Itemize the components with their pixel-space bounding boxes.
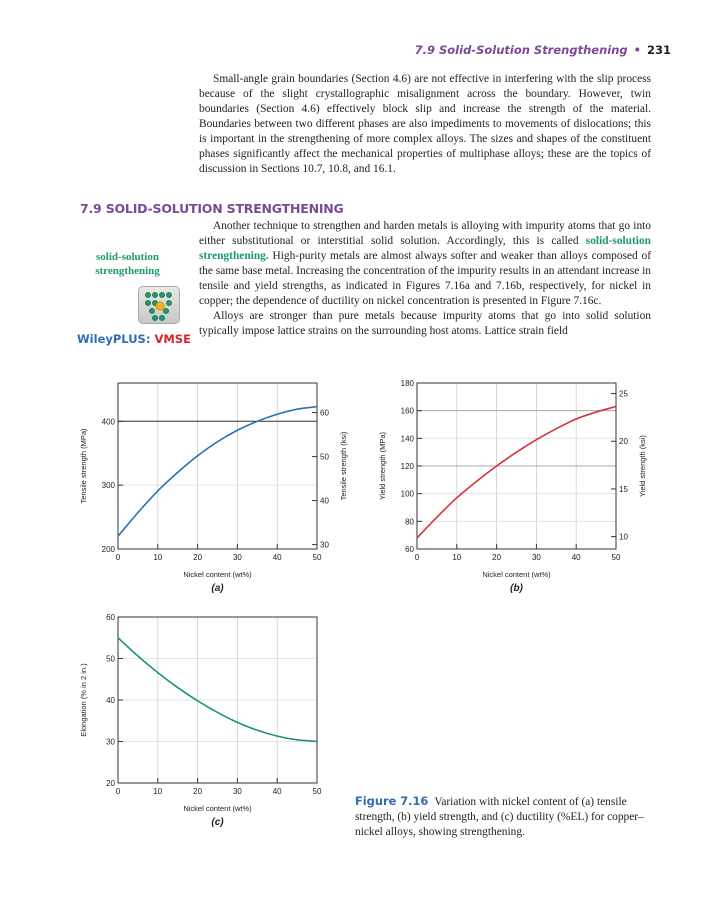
section-heading: 7.9 SOLID-SOLUTION STRENGTHENING [80, 201, 344, 216]
y2-tick-label: 30 [320, 540, 329, 550]
chart-panel-b [378, 379, 647, 594]
y-tick-label: 200 [101, 545, 115, 554]
chart-panel-a [79, 383, 348, 594]
body-paragraph-2: Alloys are stronger than pure metals because impurity atoms that go into solid solution typically impose lattice strains on the surrounding host atoms. Lattice strain field [199, 310, 651, 337]
body-text [199, 219, 651, 339]
y-tick-label: 100 [400, 489, 414, 499]
x-tick-label: 50 [312, 787, 322, 796]
chart-panel-c [79, 613, 322, 828]
x-tick-label: 30 [232, 787, 242, 796]
x-tick-label: 0 [115, 787, 121, 796]
p1-after: High-purity metals are almost always softer and weaker than alloys composed of the same base metal. Increasing the concentration of the impurity results in an attendant increase in tensile and yield strengths, as indicated in Figures 7.16a and 7.16b, respectively, for nickel in copper; the dependence of ductility on nickel concentration is presented in Figure 7.16c. [199, 250, 651, 307]
y2-tick-label: 60 [320, 408, 329, 418]
y2-tick-label: 40 [320, 496, 329, 506]
key-term: solid-solution strengthening. [199, 235, 651, 262]
wileyplus-brand: WileyPLUS: [77, 332, 151, 346]
y2-tick-label: 20 [619, 437, 628, 447]
y2-axis-label: Yield strength (ksi) [638, 435, 647, 497]
intro-paragraph: Small-angle grain boundaries (Section 4.6) are not effective in interfering with the slip process because of the slight crystallographic misalignment across the boundary. However, twin boundaries (Section 4.6) effectively block slip and increase the strength of the material. Boundaries between two different phases are also impediments to movements of dislocations; this is important in the strengthening of more complex alloys. The sizes and shapes of the constituent phases significantly affect the mechanical properties of multiphase alloys; these are the topics of discussion in Sections 10.7, 10.8, and 16.1. [199, 73, 651, 175]
figure-caption [355, 794, 655, 840]
x-tick-label: 50 [611, 553, 621, 562]
x-tick-label: 20 [193, 787, 203, 796]
y-tick-label: 60 [405, 545, 414, 554]
y2-tick-label: 25 [619, 389, 628, 399]
x-tick-label: 30 [531, 553, 541, 562]
y2-tick-label: 10 [619, 532, 628, 542]
page-number: 231 [646, 43, 671, 57]
data-curve [118, 638, 317, 742]
body-paragraph-1 [199, 219, 651, 309]
x-tick-label: 40 [272, 787, 282, 796]
caption-text: Variation with nickel content of (a) tensile strength, (b) yield strength, and (c) ductility (%EL) for copper–nickel alloys, showing strengthening. [355, 796, 644, 838]
y-tick-label: 160 [400, 406, 414, 416]
x-tick-label: 10 [452, 553, 462, 562]
y-tick-label: 80 [405, 517, 414, 527]
x-tick-label: 50 [312, 553, 322, 562]
x-axis-label: Nickel content (wt%) [183, 804, 252, 813]
y2-tick-label: 15 [619, 484, 628, 494]
panel-label: (c) [211, 817, 224, 828]
x-tick-label: 0 [414, 553, 420, 562]
y-tick-label: 60 [106, 613, 115, 622]
margin-term: solid-solution strengthening [95, 251, 160, 277]
x-tick-label: 20 [492, 553, 502, 562]
panel-label: (b) [510, 583, 523, 594]
plot-frame [118, 383, 317, 549]
y-axis-label: Elongation (% in 2 in.) [79, 663, 88, 737]
y-axis-label: Tensile strength (MPa) [79, 428, 88, 504]
plot-frame [118, 617, 317, 783]
header-section: 7.9 Solid-Solution Strengthening [414, 43, 628, 57]
vmse-tag: VMSE [154, 332, 191, 346]
x-tick-label: 40 [272, 553, 282, 562]
wileyplus-vmse-label[interactable] [77, 332, 191, 346]
x-tick-label: 20 [193, 553, 203, 562]
y-tick-label: 140 [400, 434, 414, 444]
x-tick-label: 30 [232, 553, 242, 562]
y-tick-label: 300 [101, 481, 115, 491]
vmse-dots-graphic [139, 287, 179, 323]
y-tick-label: 40 [106, 696, 115, 705]
panel-label: (a) [211, 583, 224, 594]
caption-label: Figure 7.16 [355, 794, 429, 808]
y2-axis-label: Tensile strength (ksi) [339, 431, 348, 501]
p1-before: Another technique to strengthen and harden metals is alloying with impurity atoms that go into either substitutional or interstitial solid solution. Accordingly, this is called [199, 220, 651, 247]
header-separator: • [633, 43, 641, 57]
x-tick-label: 40 [571, 553, 581, 562]
y2-tick-label: 50 [320, 452, 329, 462]
y-tick-label: 30 [106, 737, 115, 747]
x-axis-label: Nickel content (wt%) [482, 570, 551, 579]
data-curve [118, 407, 317, 537]
y-tick-label: 50 [106, 654, 115, 664]
running-header [415, 43, 671, 57]
intro-paragraph-block [199, 72, 651, 177]
y-tick-label: 120 [400, 462, 414, 471]
data-curve [417, 407, 616, 538]
x-axis-label: Nickel content (wt%) [183, 570, 252, 579]
y-tick-label: 400 [101, 417, 115, 427]
y-axis-label: Yield strength (MPa) [378, 431, 387, 501]
plot-frame [417, 383, 616, 549]
x-tick-label: 0 [115, 553, 121, 562]
x-tick-label: 10 [153, 553, 163, 562]
vmse-icon[interactable] [138, 286, 180, 324]
x-tick-label: 10 [153, 787, 163, 796]
y-tick-label: 180 [400, 379, 414, 388]
y-tick-label: 20 [106, 779, 115, 788]
